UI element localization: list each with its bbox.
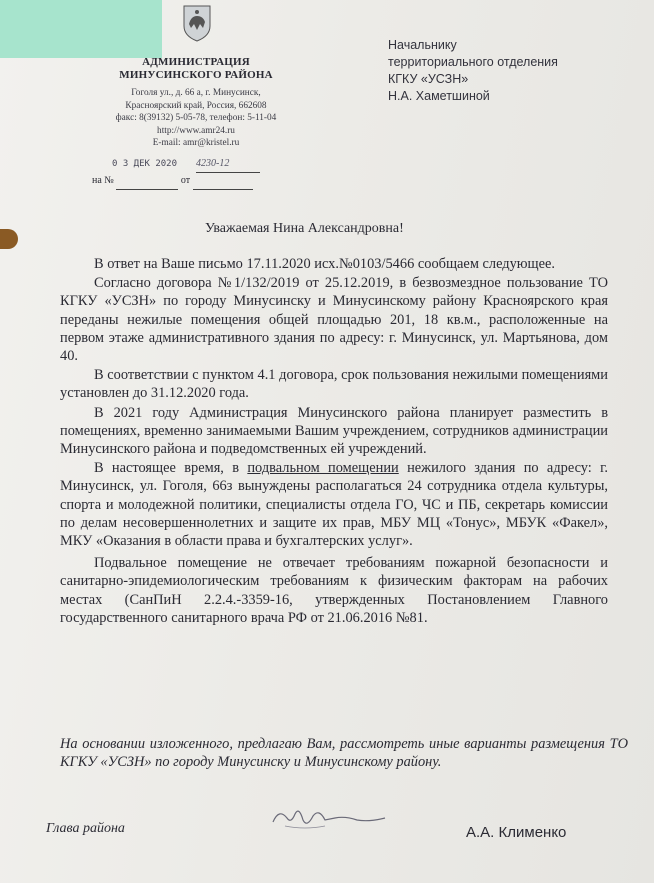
- org-name-2: МИНУСИНСКОГО РАЙОНА: [119, 68, 273, 81]
- paragraph-5-start: В настоящее время, в: [94, 460, 248, 477]
- date-stamp: 0 3 ДЕК 2020: [112, 159, 178, 169]
- email: E-mail: amr@kristel.ru: [152, 138, 240, 148]
- address-line-1: Гоголя ул., д. 66 а, г. Минусинск,: [131, 88, 261, 98]
- closing-block: [60, 735, 628, 771]
- address-line-2: Красноярский край, Россия, 662608: [125, 100, 267, 111]
- ref-from: от: [180, 175, 191, 186]
- recipient-line-3: КГКУ «УСЗН»: [388, 72, 469, 86]
- handwritten-signature: [265, 800, 405, 840]
- registration-number: 4230-12: [196, 158, 230, 169]
- sticky-tab: [0, 0, 162, 58]
- recipient-block: [388, 37, 558, 105]
- letter-body: [60, 255, 608, 627]
- signatory-name: А.А. Клименко: [466, 824, 567, 841]
- paragraph-4: В 2021 году Администрация Минусинского района планирует разместить в помещениях, временно занимаемыми Вашим учреждением, сотрудников администрации Минусинского района и подведомственных ей учреждений.: [60, 404, 608, 458]
- paragraph-5-end: нежилого здания по адресу: г. Минусинск, ул. Гоголя, 66з вынуждены располагаться 24 сотрудника отдела культуры, спорта и молодежной политики, специалисты отдела ГО, ЧС и ПБ, секретарь комиссии по делам несовершеннолетних и защите их прав, МБУ МЦ «Тонус», МБУК «Факел», МКУ «Оказания в области права и бухгалтерских услуг».: [60, 460, 608, 550]
- paragraph-1: В ответ на Ваше письмо 17.11.2020 исх.№0103/5466 сообщаем следующее.: [94, 256, 556, 272]
- paragraph-5: [60, 459, 608, 550]
- signatory-title: Глава района: [46, 821, 125, 836]
- registration-block: [92, 156, 260, 190]
- phones: факс: 8(39132) 5-05-78, телефон: 5-11-04: [115, 113, 277, 123]
- salutation: Уважаемая Нина Александровна!: [205, 221, 404, 236]
- paragraph-2: Согласно договора №1/132/2019 от 25.12.2019, в безвозмездное пользование ТО КГКУ «УСЗН» по городу Минусинску и Минусинскому району Красноярского края переданы нежилые помещения общей площадью 201, 18 кв.м., расположенные на первом этаже административного здания по адресу: г. Минусинск, ул. Мартьянова, дом 40.: [60, 275, 608, 365]
- org-name-1: АДМИНИСТРАЦИЯ: [142, 56, 250, 68]
- recipient-line-4: Н.А. Хаметшиной: [388, 89, 490, 103]
- closing-paragraph: На основании изложенного, предлагаю Вам, рассмотреть иные варианты размещения ТО КГКУ «УСЗН» по городу Минусинску и Минусинскому району.: [60, 736, 628, 771]
- recipient-line-1: Начальнику: [388, 38, 457, 52]
- paragraph-5-underlined: подвальном помещении: [247, 460, 399, 477]
- paragraph-6: Подвальное помещение не отвечает требованиям пожарной безопасности и санитарно-эпидемиологическим требованиям к физическим факторам на рабочих местах (СанПиН 2.2.4.-3359-16, утвержденных Постановлением Главного государственного санитарного врача РФ от 21.06.2016 №81.: [60, 555, 608, 626]
- paragraph-3: В соответствии с пунктом 4.1 договора, срок пользования нежилыми помещениями установлен до 31.12.2020 года.: [60, 367, 608, 402]
- website: http://www.amr24.ru: [157, 125, 235, 136]
- recipient-line-2: территориального отделения: [388, 55, 558, 69]
- organization-block: [96, 56, 296, 150]
- coat-of-arms-icon: [182, 4, 212, 42]
- ref-prefix: на №: [92, 175, 114, 186]
